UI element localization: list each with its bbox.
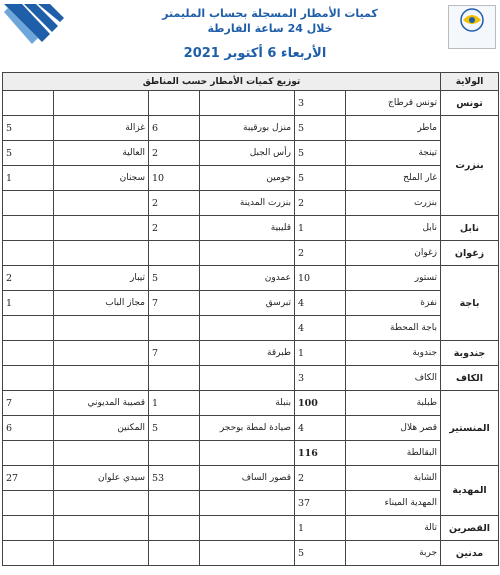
station-name-cell: تستور: [346, 266, 441, 291]
rainfall-value-cell: 7: [149, 291, 200, 316]
station-name-cell: [200, 516, 295, 541]
rainfall-value-cell: [149, 316, 200, 341]
table-row: [3, 91, 499, 116]
table-row: [3, 541, 499, 566]
table-row: [3, 516, 499, 541]
station-name-cell: مجاز الباب: [54, 291, 149, 316]
table-row: [3, 241, 499, 266]
rainfall-value-cell: 2: [295, 191, 346, 216]
station-name-cell: نابل: [346, 216, 441, 241]
station-name-cell: العالية: [54, 141, 149, 166]
rainfall-value-cell: [3, 191, 54, 216]
title-line2: خلال 24 ساعة الفارطة: [207, 22, 333, 35]
station-name-cell: [54, 341, 149, 366]
governorate-cell: مدنين: [441, 541, 499, 566]
rainfall-value-cell: 1: [3, 291, 54, 316]
station-name-cell: غار الملح: [346, 166, 441, 191]
station-name-cell: قصور الساف: [200, 466, 295, 491]
station-name-cell: قليبية: [200, 216, 295, 241]
rainfall-value-cell: 2: [149, 216, 200, 241]
table-row: [3, 166, 499, 191]
column-header-state: الولاية: [441, 73, 499, 91]
rainfall-value-cell: 3: [295, 366, 346, 391]
rainfall-value-cell: [149, 516, 200, 541]
governorate-cell: القصرين: [441, 516, 499, 541]
table-row: [3, 391, 499, 416]
station-name-cell: طبرقة: [200, 341, 295, 366]
station-name-cell: جربة: [346, 541, 441, 566]
station-name-cell: [54, 216, 149, 241]
station-name-cell: بنزرت المدينة: [200, 191, 295, 216]
rainfall-value-cell: 2: [295, 241, 346, 266]
column-header-regions: توزيع كميات الأمطار حسب المناطق: [3, 73, 441, 91]
station-name-cell: زغوان: [346, 241, 441, 266]
rainfall-value-cell: 37: [295, 491, 346, 516]
rainfall-value-cell: 5: [149, 266, 200, 291]
governorate-cell: بنزرت: [441, 116, 499, 216]
station-name-cell: تينجة: [346, 141, 441, 166]
station-name-cell: المهدية الميناء: [346, 491, 441, 516]
station-name-cell: [54, 241, 149, 266]
rainfall-value-cell: 5: [295, 116, 346, 141]
station-name-cell: سجنان: [54, 166, 149, 191]
station-name-cell: المكنين: [54, 416, 149, 441]
governorate-cell: جندوبة: [441, 341, 499, 366]
rainfall-value-cell: 116: [295, 441, 346, 466]
rainfall-value-cell: [3, 541, 54, 566]
rainfall-value-cell: 5: [3, 116, 54, 141]
rainfall-value-cell: 53: [149, 466, 200, 491]
rainfall-value-cell: 5: [295, 141, 346, 166]
governorate-cell: المنستير: [441, 391, 499, 466]
station-name-cell: ماطر: [346, 116, 441, 141]
rainfall-value-cell: [3, 341, 54, 366]
table-row: [3, 266, 499, 291]
station-name-cell: [200, 366, 295, 391]
rainfall-table: [2, 72, 499, 566]
governorate-cell: المهدية: [441, 466, 499, 516]
governorate-cell: زغوان: [441, 241, 499, 266]
rainfall-value-cell: 1: [295, 216, 346, 241]
rainfall-value-cell: 10: [295, 266, 346, 291]
table-row: [3, 441, 499, 466]
station-name-cell: [54, 516, 149, 541]
rainfall-value-cell: 1: [295, 516, 346, 541]
station-name-cell: سيدي علوان: [54, 466, 149, 491]
governorate-cell: نابل: [441, 216, 499, 241]
table-row: [3, 416, 499, 441]
station-name-cell: طبلبة: [346, 391, 441, 416]
station-name-cell: قصيبة المديوني: [54, 391, 149, 416]
station-name-cell: [200, 541, 295, 566]
table-row: [3, 141, 499, 166]
station-name-cell: عمدون: [200, 266, 295, 291]
rainfall-value-cell: [3, 241, 54, 266]
table-row: [3, 366, 499, 391]
rainfall-value-cell: [3, 216, 54, 241]
rainfall-value-cell: 5: [3, 141, 54, 166]
station-name-cell: رأس الجبل: [200, 141, 295, 166]
rainfall-value-cell: [3, 366, 54, 391]
table-body: [3, 91, 499, 566]
rainfall-value-cell: [3, 441, 54, 466]
rainfall-value-cell: 1: [295, 341, 346, 366]
rainfall-value-cell: 5: [295, 541, 346, 566]
station-name-cell: [54, 541, 149, 566]
rainfall-value-cell: 7: [149, 341, 200, 366]
rainfall-value-cell: 5: [295, 166, 346, 191]
rainfall-value-cell: 1: [3, 166, 54, 191]
station-name-cell: بنزرت: [346, 191, 441, 216]
station-name-cell: [200, 241, 295, 266]
rainfall-value-cell: 10: [149, 166, 200, 191]
table-row: [3, 116, 499, 141]
station-name-cell: الشابة: [346, 466, 441, 491]
rainfall-value-cell: 2: [149, 141, 200, 166]
table-row: [3, 216, 499, 241]
rainfall-value-cell: [3, 491, 54, 516]
rainfall-value-cell: [3, 516, 54, 541]
rainfall-value-cell: 4: [295, 316, 346, 341]
rainfall-value-cell: [3, 316, 54, 341]
rainfall-value-cell: 5: [149, 416, 200, 441]
station-name-cell: جومين: [200, 166, 295, 191]
rainfall-value-cell: 100: [295, 391, 346, 416]
station-name-cell: [200, 91, 295, 116]
title-line1: كميات الأمطار المسجلة بحساب المليمتر: [162, 7, 378, 20]
report-date: الأربعاء 6 أكتوبر 2021: [183, 46, 327, 61]
station-name-cell: قصر هلال: [346, 416, 441, 441]
station-name-cell: تالة: [346, 516, 441, 541]
table-row: [3, 316, 499, 341]
station-name-cell: [54, 316, 149, 341]
station-name-cell: باجة المحطة: [346, 316, 441, 341]
station-name-cell: تونس قرطاج: [346, 91, 441, 116]
rainfall-value-cell: [149, 491, 200, 516]
station-name-cell: البقالطة: [346, 441, 441, 466]
station-name-cell: صيادة لمطة بوحجر: [200, 416, 295, 441]
rainfall-value-cell: 3: [295, 91, 346, 116]
station-name-cell: [200, 441, 295, 466]
station-name-cell: [54, 491, 149, 516]
rainfall-value-cell: [149, 366, 200, 391]
station-name-cell: الكاف: [346, 366, 441, 391]
table-row: [3, 341, 499, 366]
station-name-cell: [54, 366, 149, 391]
table-row: [3, 491, 499, 516]
rainfall-value-cell: 4: [295, 416, 346, 441]
rainfall-value-cell: 27: [3, 466, 54, 491]
rainfall-value-cell: [149, 441, 200, 466]
station-name-cell: [54, 191, 149, 216]
rainfall-value-cell: 2: [3, 266, 54, 291]
governorate-cell: الكاف: [441, 366, 499, 391]
station-name-cell: [200, 316, 295, 341]
rainfall-value-cell: [3, 91, 54, 116]
rainfall-value-cell: 2: [149, 191, 200, 216]
governorate-cell: تونس: [441, 91, 499, 116]
rainfall-value-cell: 1: [149, 391, 200, 416]
station-name-cell: تبرسق: [200, 291, 295, 316]
station-name-cell: نفزة: [346, 291, 441, 316]
station-name-cell: منزل بورقيبة: [200, 116, 295, 141]
rainfall-value-cell: 6: [3, 416, 54, 441]
station-name-cell: بنبلة: [200, 391, 295, 416]
station-name-cell: تيبار: [54, 266, 149, 291]
station-name-cell: [54, 91, 149, 116]
table-row: [3, 466, 499, 491]
station-name-cell: [54, 441, 149, 466]
station-name-cell: [200, 491, 295, 516]
rainfall-value-cell: [149, 91, 200, 116]
table-row: [3, 191, 499, 216]
governorate-cell: باجة: [441, 266, 499, 341]
station-name-cell: غزالة: [54, 116, 149, 141]
station-name-cell: جندوبة: [346, 341, 441, 366]
rainfall-value-cell: 6: [149, 116, 200, 141]
rainfall-value-cell: 7: [3, 391, 54, 416]
rainfall-value-cell: [149, 541, 200, 566]
rainfall-value-cell: 4: [295, 291, 346, 316]
rainfall-value-cell: 2: [295, 466, 346, 491]
table-row: [3, 291, 499, 316]
rainfall-value-cell: [149, 241, 200, 266]
